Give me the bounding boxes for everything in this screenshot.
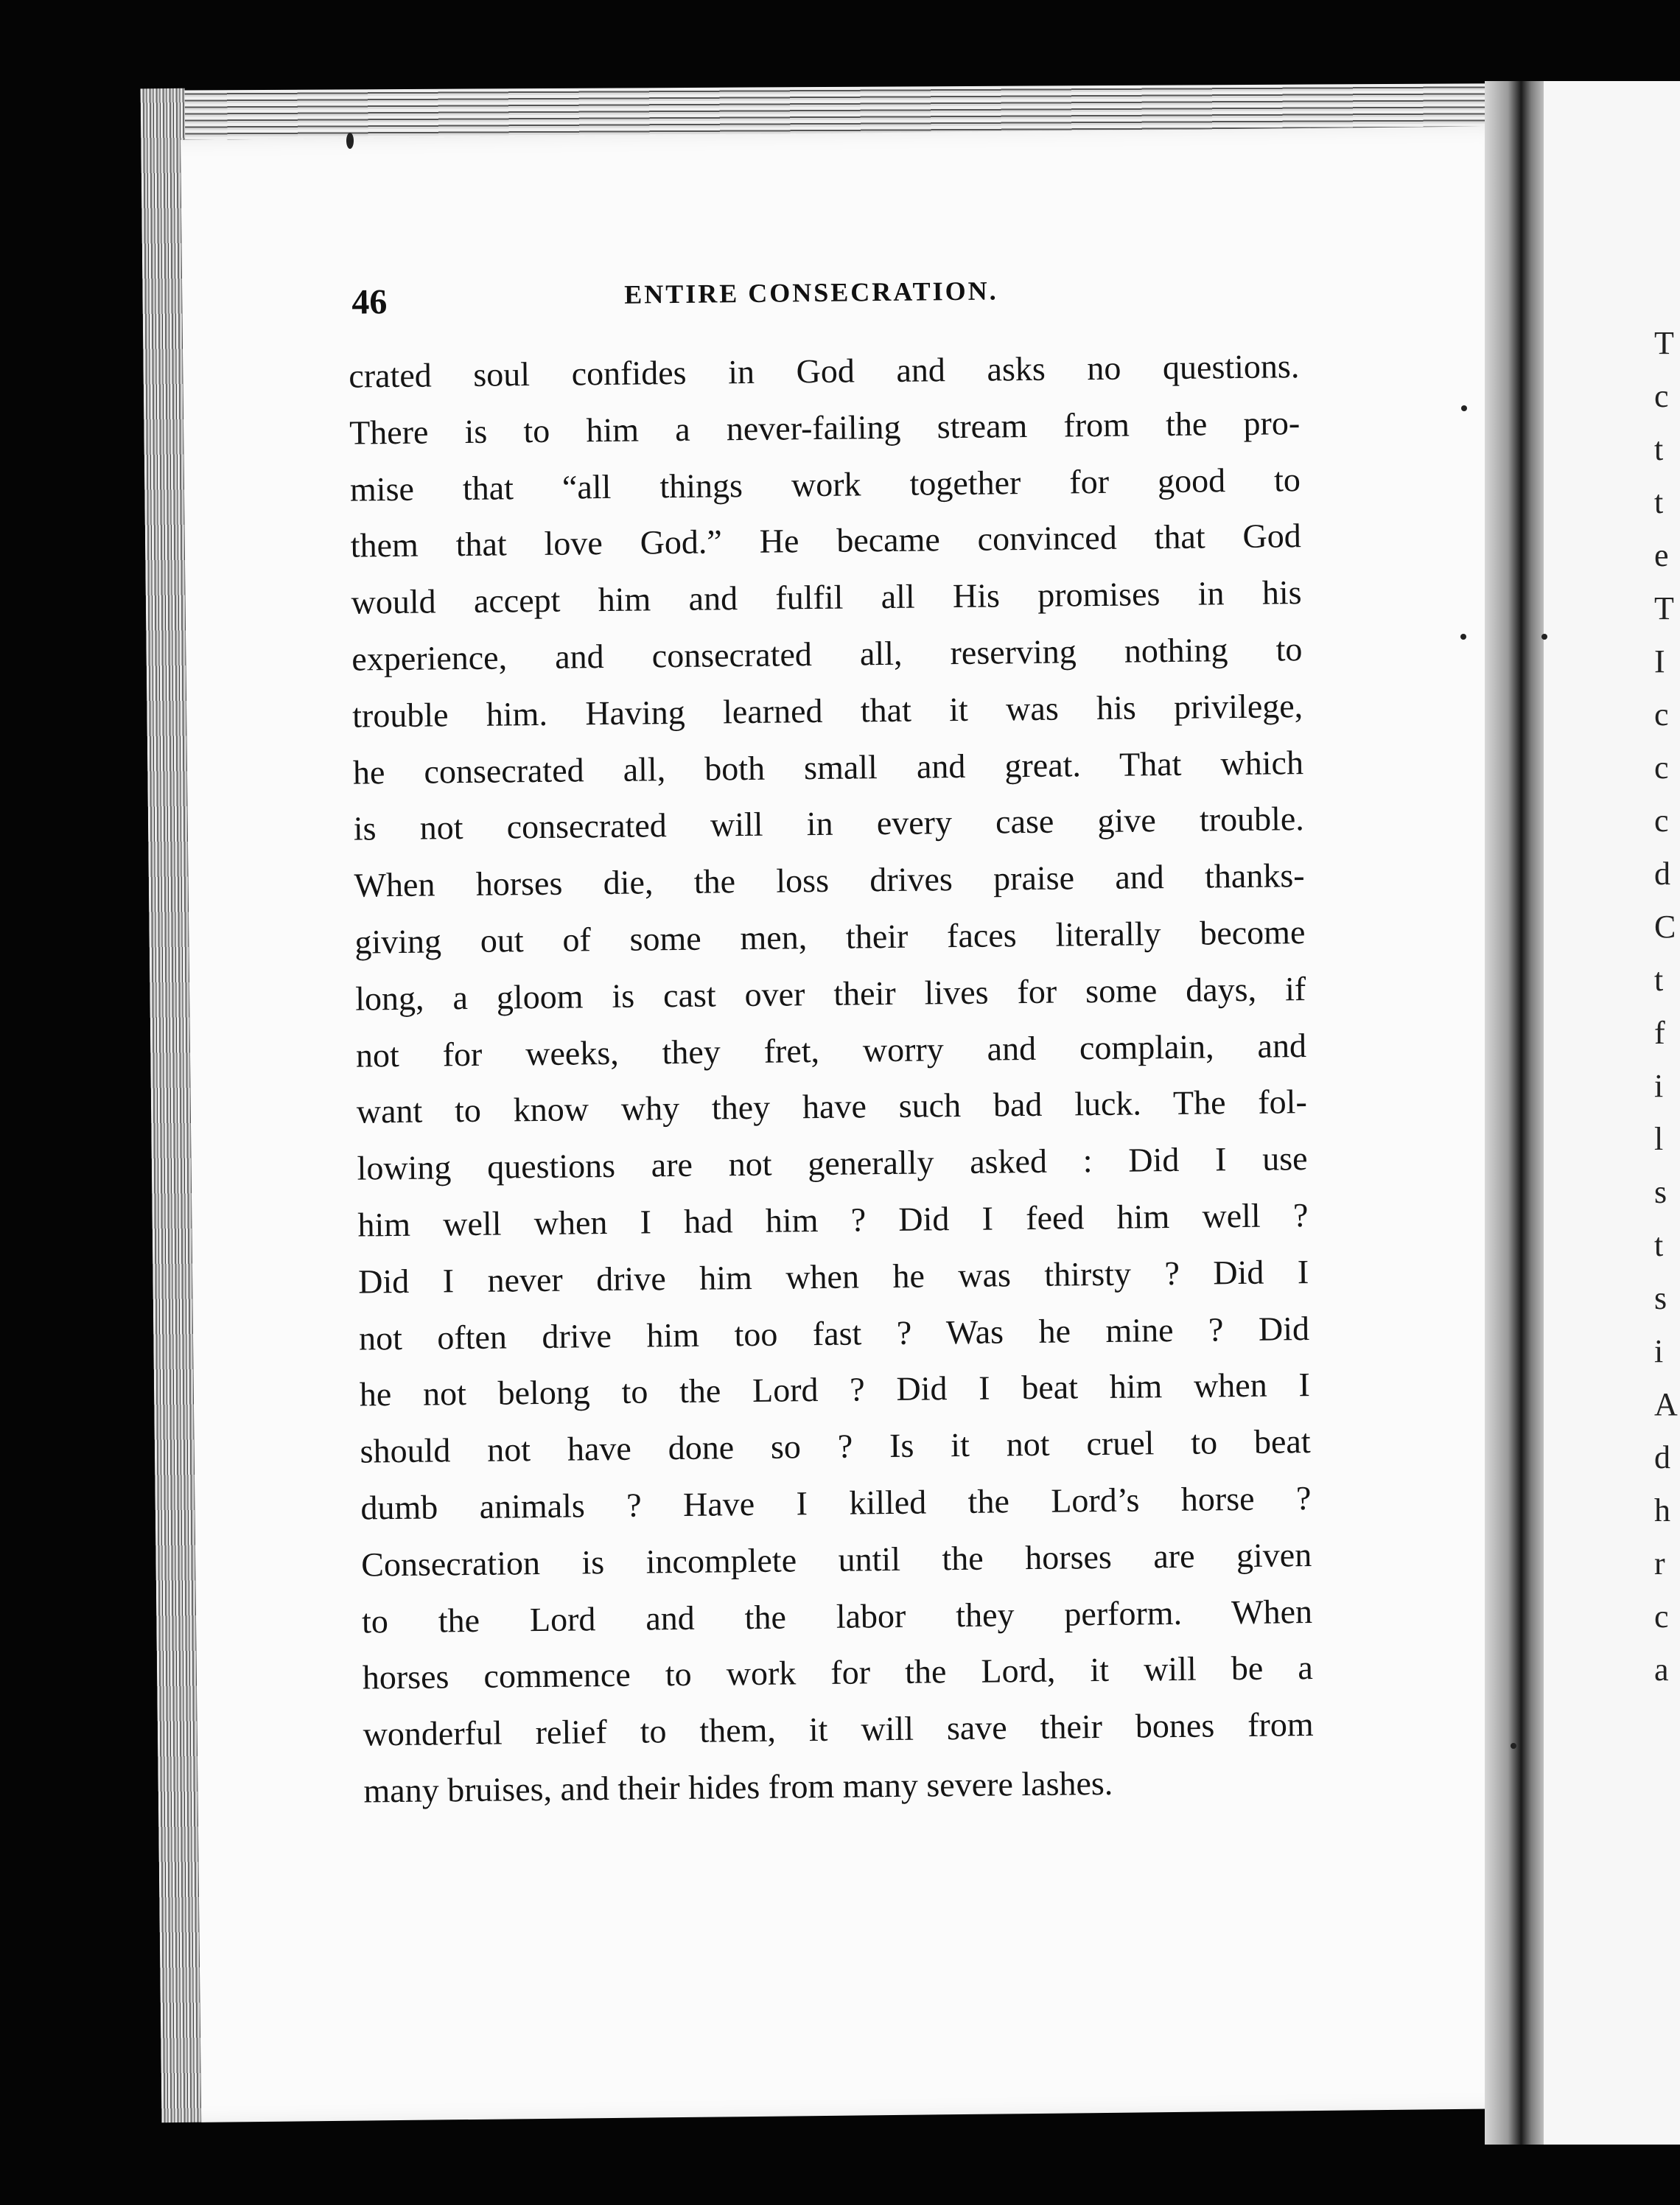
text-line: mise that “all things work together for good to [349,460,1301,509]
text-line: Did I never drive him when he was thirsty ? Did I [357,1252,1309,1301]
text-line: giving out of some men, their faces literally become [354,913,1306,961]
text-line: should not have done so ? Is it not cruel to beat [360,1422,1311,1470]
text-line: them that love God.” He became convinced that God [350,517,1301,565]
text-line: long, a gloom is cast over their lives for some days, if [354,969,1306,1018]
text-line: he consecrated all, both small and great. That which [352,743,1304,792]
text-line: Consecration is incomplete until the horses are given [360,1535,1312,1584]
text-line: is not consecrated will in every case give trouble. [353,800,1304,848]
book-page [181,126,1542,2122]
text-line: would accept him and fulfil all His promises in his [351,573,1302,621]
scan-speck [346,133,354,149]
text-line: not for weeks, they fret, worry and complain, and [355,1026,1307,1074]
text-line: him well when I had him ? Did I feed him well ? [357,1196,1309,1244]
text-line: There is to him a never-failing stream from the pro- [349,403,1301,452]
page-number: 46 [351,282,388,322]
text-line: want to know why they have such bad luck. The fol- [356,1083,1308,1131]
text-line: wonderful relief to them, it will save their bones from [363,1705,1314,1753]
text-line: horses commence to work for the Lord, it will be a [362,1649,1314,1696]
text-line: lowing questions are not generally asked : Did I use [357,1139,1308,1187]
running-head-title: ENTIRE CONSECRATION. [624,276,998,310]
text-line: When horses die, the loss drives praise and thanks- [354,856,1305,904]
facing-page-text: T c t t e T I c c c d C t f i l s t s i A d h r c a [1654,325,1678,1688]
text-line: experience, and consecrated all, reserving nothing to [351,630,1303,678]
running-head [351,270,1471,322]
text-line: many bruises, and their hides from many severe lashes. [363,1764,1113,1810]
scan-speck [1511,1743,1516,1749]
text-line: dumb animals ? Have I killed the Lord’s horse ? [360,1478,1312,1527]
scan-speck [1461,405,1467,411]
body-text [349,338,1315,1820]
text-line: to the Lord and the labor they perform. When [361,1592,1313,1640]
book-gutter [1485,81,1551,2145]
text-line: he not belong to the Lord ? Did I beat him when I [359,1366,1311,1413]
scan-speck [1541,634,1547,640]
scan-speck [1460,634,1466,640]
text-line: crated soul confides in God and asks no questions. [349,347,1300,395]
text-line: trouble him. Having learned that it was his privilege, [351,686,1303,735]
text-line: not often drive him too fast ? Was he mine ? Did [358,1309,1310,1357]
